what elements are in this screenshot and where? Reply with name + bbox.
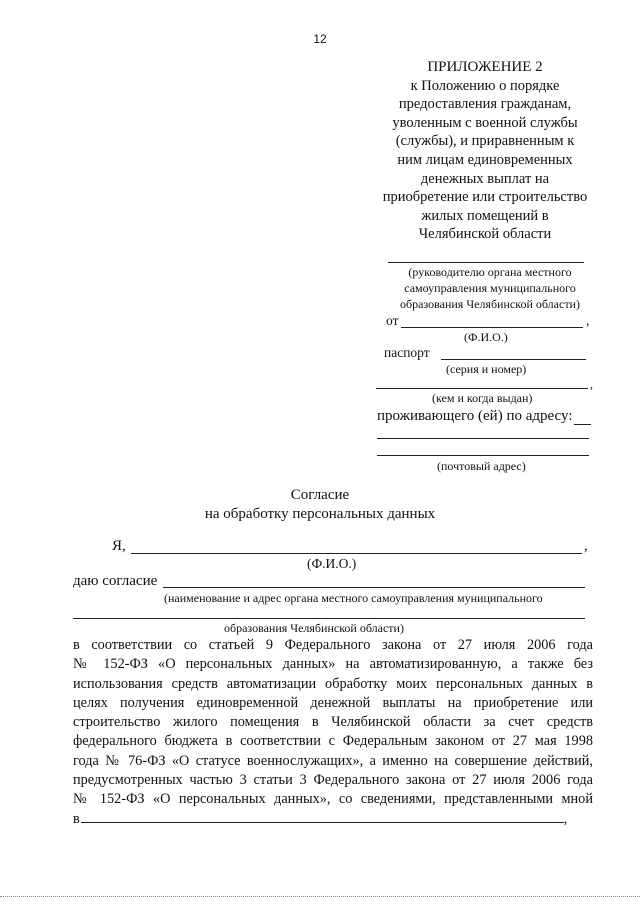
body-line: целях получения единовременной денежной выплаты на приобретение или xyxy=(73,694,593,711)
appendix-line: приобретение или строительство xyxy=(382,189,588,206)
from-comma: , xyxy=(586,313,590,328)
issued-caption: (кем и когда выдан) xyxy=(432,391,533,405)
i-label: Я, xyxy=(112,538,126,554)
residing-label: проживающего (ей) по адресу: xyxy=(377,408,573,424)
appendix-line: (службы), и приравненным к xyxy=(395,133,575,150)
body-line: использования средств автоматизации обработку моих персональных данных в xyxy=(73,675,593,692)
passport-caption: (серия и номер) xyxy=(446,362,527,376)
body-line: № 152-ФЗ «О персональных данных» на автоматизированную, а также без xyxy=(73,656,593,673)
fio-field-line[interactable] xyxy=(131,553,582,554)
appendix-line: денежных выплат на xyxy=(420,170,550,187)
body-line: федерального бюджета в соответствии с Федеральным законом от 27 мая 1998 xyxy=(73,733,593,750)
consent-subtitle: на обработку персональных данных xyxy=(204,506,436,522)
last-line-prefix: в xyxy=(73,810,80,827)
give-consent-label: даю согласие xyxy=(73,573,158,589)
residing-field-line[interactable] xyxy=(574,424,591,425)
addressee-caption: (руководителю органа местного xyxy=(408,265,572,279)
appendix-title: ПРИЛОЖЕНИЕ 2 xyxy=(427,59,543,75)
address-line[interactable] xyxy=(377,455,589,456)
body-line: предусмотренных частью 3 статьи 3 Федерального закона от 27 июля 2006 года xyxy=(73,772,593,789)
body-line: в соответствии со статьей 9 Федерального закона от 27 июля 2006 года xyxy=(73,637,593,653)
page-number: 12 xyxy=(313,32,327,46)
issued-comma: , xyxy=(590,377,593,391)
appendix-line: Челябинской области xyxy=(418,226,552,243)
addressee-caption: образования Челябинской области) xyxy=(400,297,580,311)
appendix-line: ним лицам единовременных xyxy=(397,151,573,168)
consent-body xyxy=(73,636,593,829)
org-field-line-2[interactable] xyxy=(73,618,585,619)
from-field-line[interactable] xyxy=(401,327,583,328)
addressee-caption: самоуправления муниципального xyxy=(404,281,576,295)
org-caption: (наименование и адрес органа местного самоуправления муниципального xyxy=(164,591,543,605)
passport-field-line[interactable] xyxy=(441,359,586,360)
appendix-header xyxy=(360,58,610,244)
postal-caption: (почтовый адрес) xyxy=(437,459,526,473)
appendix-line: предоставления гражданам, xyxy=(398,96,572,113)
addressee-head-line[interactable] xyxy=(388,262,584,263)
body-last-line: в , xyxy=(73,810,568,827)
body-line: № 152-ФЗ «О персональных данных», со сведениями, представленными мной xyxy=(73,791,593,808)
consent-title: Согласие xyxy=(290,487,350,503)
address-line[interactable] xyxy=(377,438,589,439)
fio-comma: , xyxy=(584,538,588,554)
org-caption: образования Челябинской области) xyxy=(224,621,404,635)
issued-field-line[interactable] xyxy=(376,388,588,389)
org-field-line[interactable] xyxy=(163,587,585,588)
details-field-line[interactable] xyxy=(81,810,564,823)
from-label: от xyxy=(386,313,399,328)
appendix-line: жилых помещений в xyxy=(421,207,549,224)
appendix-line: уволенным с военной службы xyxy=(392,114,578,131)
passport-label: паспорт xyxy=(384,345,430,360)
from-caption: (Ф.И.О.) xyxy=(464,330,508,344)
fio-caption: (Ф.И.О.) xyxy=(307,556,357,571)
page-bottom-rule xyxy=(0,896,640,897)
body-line: года № 76-ФЗ «О статусе военнослужащих», а именно на совершение действий, xyxy=(73,752,593,769)
body-line: строительство жилого помещения в Челябинской области за счет средств xyxy=(73,714,593,731)
appendix-line: к Положению о порядке xyxy=(410,77,560,94)
